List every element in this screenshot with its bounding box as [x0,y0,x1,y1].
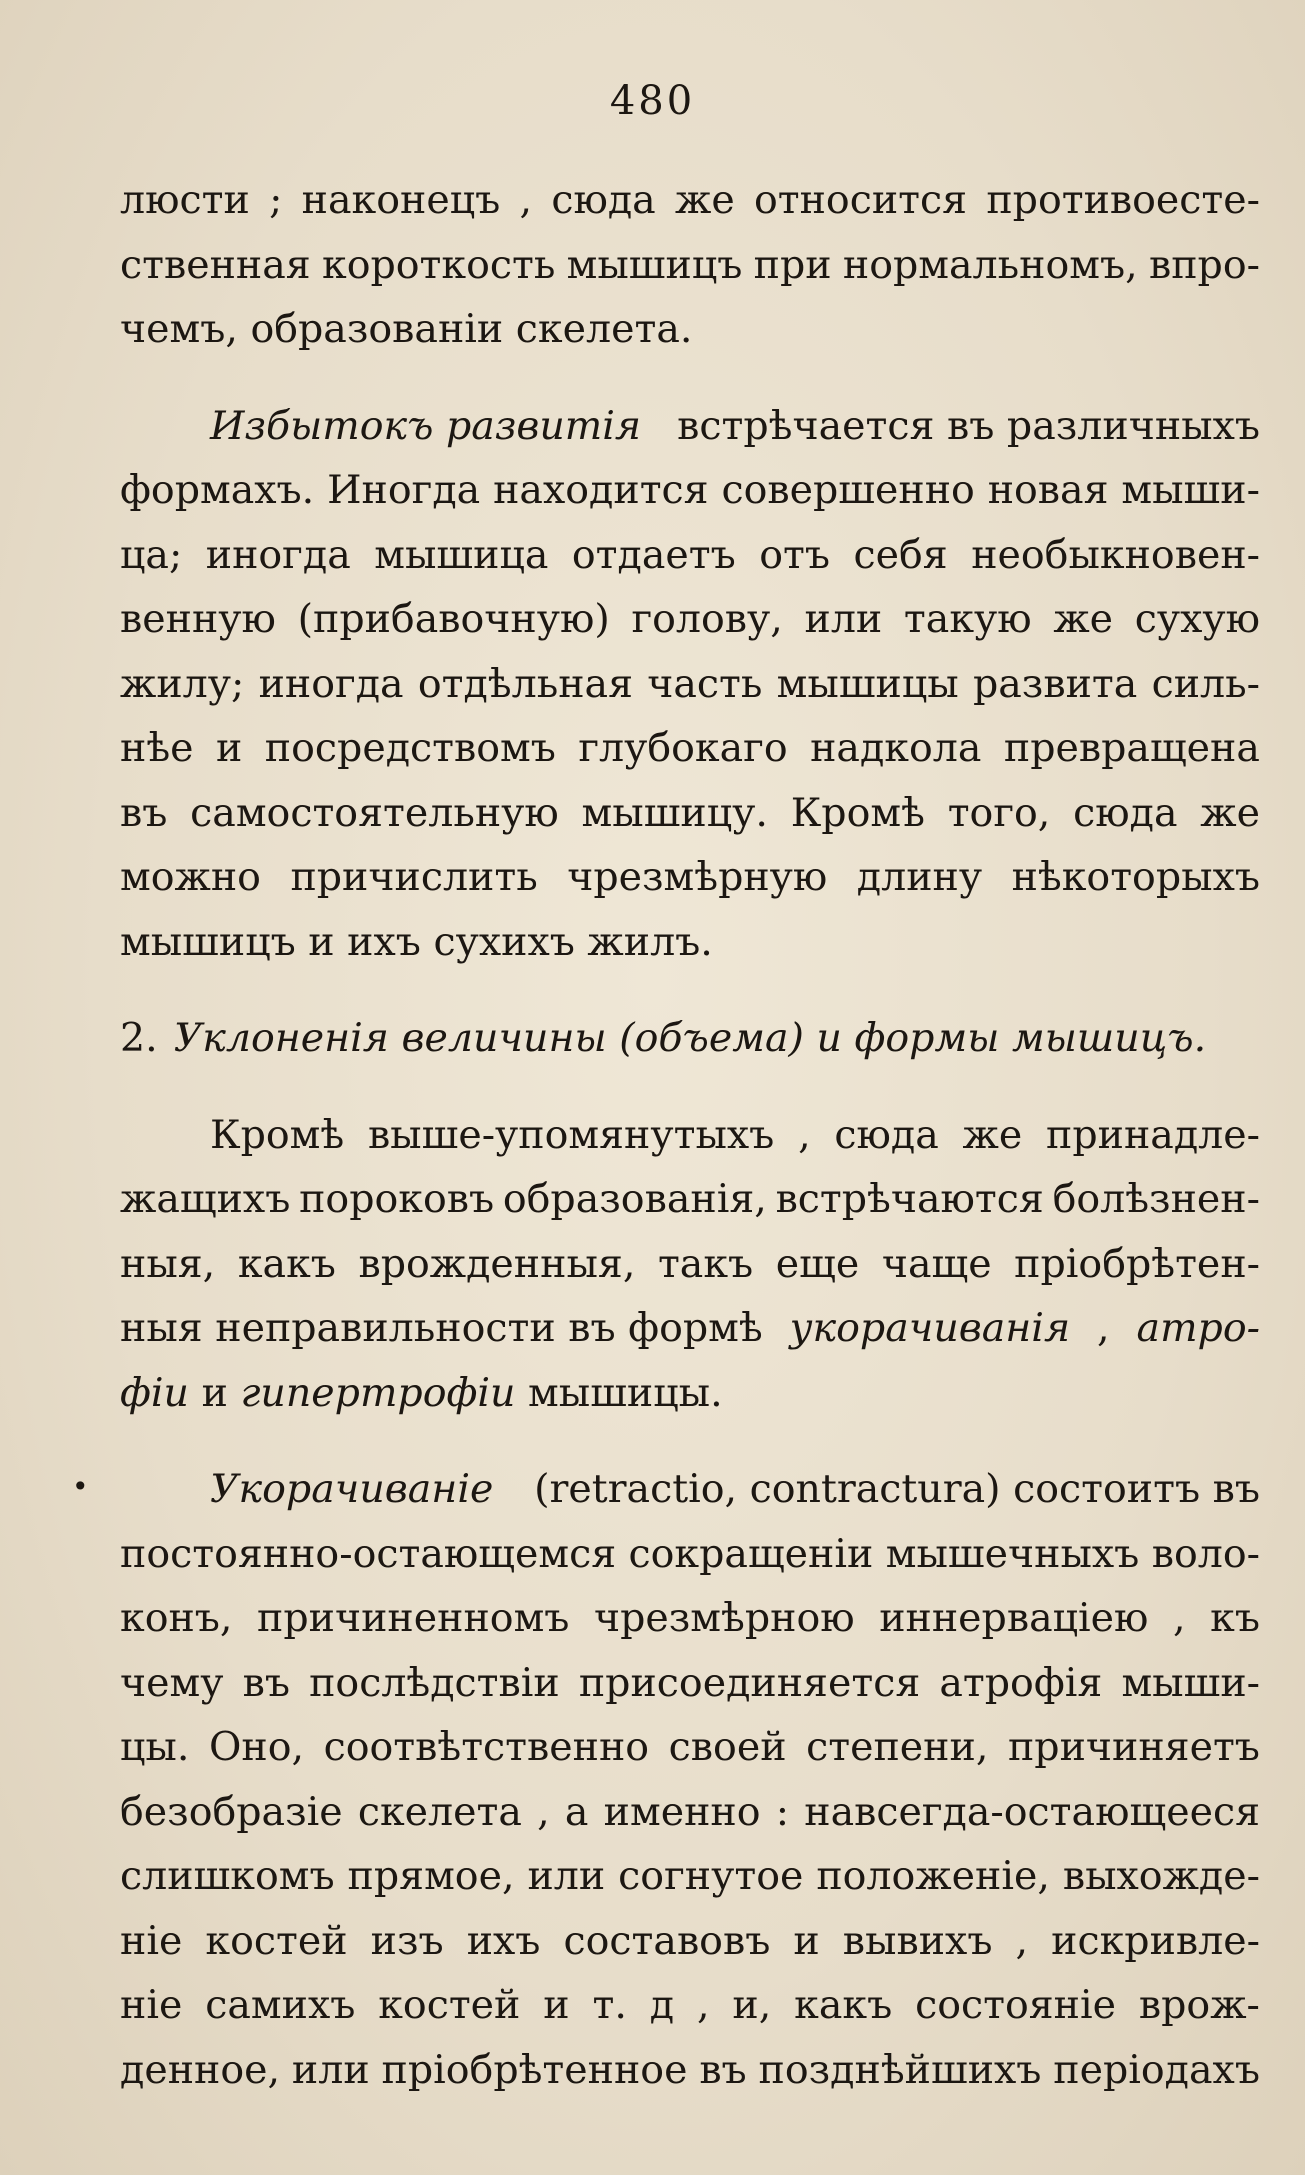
word: иногда [258,660,404,707]
word: и [216,725,243,771]
word: совершенно [721,467,975,513]
word: воло- [1151,1530,1260,1577]
word: встрѣчаются [775,1176,1044,1222]
word: костей [205,1917,348,1964]
word: того, [947,789,1051,836]
italic-term: атро- [1136,1305,1260,1351]
text-run: (retractio, contractura) состоитъ въ [534,1466,1260,1512]
text-line [120,1973,1260,2038]
word: ихъ [466,1917,541,1964]
text-line [120,1361,1260,1426]
section-number: 2. [120,1015,158,1061]
text-line [120,523,1260,588]
italic-term: укорачиванія [789,1305,1071,1351]
word: противоесте- [986,177,1260,223]
word: слишкомъ [120,1853,335,1899]
word: надкола [810,725,982,771]
word: костей [378,1982,521,2028]
word: а [564,1788,589,1835]
word: иногда [205,531,351,578]
text-run: ныя неправильности въ формѣ [120,1305,763,1351]
text-line [120,1651,1260,1716]
word: нѣе [120,725,194,771]
word: ; [269,177,283,223]
word: необыкновен- [971,531,1260,578]
word: ніе [120,1982,183,2028]
page-number: 480 [609,78,696,124]
word: Оно, [208,1724,305,1770]
word: мышица [374,531,549,578]
word: и, [732,1982,772,2028]
text-line [120,1232,1260,1297]
word: пороковъ [299,1176,495,1222]
word: сюда [834,1111,939,1158]
word: наконецъ [301,177,501,223]
word: чаще [881,1240,992,1287]
word: жащихъ [120,1176,291,1222]
word: причиняетъ [1007,1724,1260,1770]
word: присоединяется [578,1659,921,1706]
word: д [649,1982,675,2028]
word: соотвѣтственно [323,1724,650,1770]
word: , [696,1982,710,2028]
word: принадле- [1046,1111,1260,1158]
word: ственная [120,241,311,288]
word: развита [972,660,1138,707]
word: чему [120,1659,224,1706]
word: постоянно-остающемся [120,1530,617,1577]
italic-term: Избытокъ развитія [210,402,642,449]
word: такую [903,596,1032,642]
text-line [120,781,1260,846]
word: въ [242,1659,290,1706]
word: сюда [1073,789,1178,836]
word: можно [120,854,261,900]
italic-term: гипертрофіи [240,1369,516,1416]
word: мышицы [776,660,959,707]
word: въ [699,2046,747,2093]
word: превращена [1003,725,1260,771]
word: позднѣйшихъ [758,2046,1042,2093]
text-line [120,716,1260,781]
text-run: и [201,1369,228,1416]
italic-term: фіи [120,1369,189,1416]
text-line [120,1715,1260,1780]
word: ца; [120,531,183,578]
section-title: Уклоненія величины (объема) и формы мышицъ. [173,1015,1207,1061]
word: впро- [1148,241,1260,288]
word: пріобрѣтенное [381,2046,688,2093]
text-line [120,168,1260,233]
word: конъ, [120,1595,233,1641]
text-run: мышицы. [528,1369,723,1416]
text-line [120,652,1260,717]
word: какъ [237,1240,336,1287]
word: въ [120,789,168,836]
word: себя [853,531,948,578]
word: Кромѣ [210,1111,345,1158]
word: послѣдствіи [309,1659,560,1706]
text-line: чемъ, образованіи скелета. [120,306,693,352]
text-line [120,1909,1260,1974]
text-line [120,1522,1260,1587]
text-line [120,394,1260,459]
text-run: , [1097,1305,1110,1351]
word: выше-упомянутыхъ [367,1111,775,1158]
word: , [519,177,533,223]
word: врож- [1138,1982,1260,2028]
word: составовъ [563,1917,771,1964]
word: Иногда [327,467,481,513]
word: мышечныхъ [885,1530,1140,1577]
word: же [674,177,735,223]
word: и [543,1982,570,2028]
word: положеніе, [816,1853,1050,1899]
word: т. [592,1982,627,2028]
word: нормальномъ, [842,241,1138,288]
word: болѣзнен- [1052,1176,1260,1222]
word: причислить [290,854,538,900]
word: же [962,1111,1023,1158]
text-line [120,1103,1260,1168]
word: денное, [120,2046,281,2093]
word: , [537,1788,550,1835]
word: отдаетъ [571,531,736,578]
word: чрезмѣрную [567,854,828,900]
word: мышицъ [566,241,743,288]
word: при [753,241,832,288]
word: своей [668,1724,787,1770]
word: силь- [1151,660,1260,707]
word: голову, [631,596,783,642]
word: : [775,1788,790,1835]
margin-mark: • [72,1470,89,1503]
text-line [120,1296,1260,1361]
text-line [120,1844,1260,1909]
word: ніе [120,1917,183,1964]
word: сухую [1134,596,1260,642]
body-text [120,168,1260,2102]
word: мышицу. [581,789,768,836]
italic-term: Укорачиваніе [210,1466,494,1512]
word: посредствомъ [264,725,556,771]
word: къ [1210,1595,1260,1641]
word: жилу; [120,660,245,707]
word: согнутое [618,1853,804,1899]
word: выхожде- [1062,1853,1260,1899]
word: чрезмѣрною [593,1595,855,1641]
word: нѣкоторыхъ [1011,854,1260,900]
text-line [120,845,1260,910]
word: , [1173,1595,1186,1641]
text-line [120,587,1260,652]
word: мыши- [1121,467,1260,513]
word: Кромѣ [790,789,925,836]
word: иннерваціею [879,1595,1149,1641]
word: (прибавочную) [297,596,610,642]
word: находится [493,467,709,513]
word: новая [987,467,1109,513]
word: безобразіе [120,1788,343,1835]
word: длину [856,854,983,900]
word: изъ [370,1917,444,1964]
word: самостоятельную [190,789,559,836]
section-heading [120,1006,1260,1071]
word: люсти [120,177,250,223]
text-line [120,2038,1260,2103]
word: же [1053,596,1114,642]
word: состояніе [915,1982,1117,2028]
word: отъ [759,531,831,578]
text-line [120,233,1260,298]
text-line [120,1167,1260,1232]
word: еще [775,1240,860,1287]
word: или [291,2046,370,2093]
word: короткость [322,241,556,288]
word: причиненномъ [257,1595,570,1641]
word: венную [120,596,276,642]
word: часть [647,660,763,707]
word: глубокаго [578,725,788,771]
word: мыши- [1121,1659,1260,1706]
word: скелета [357,1788,522,1835]
text-line [120,1457,1260,1522]
word: искривле- [1051,1917,1260,1964]
word: , [1015,1917,1029,1964]
word: отдѣльная [417,660,633,707]
word: степени, [806,1724,989,1770]
word: такъ [657,1240,754,1287]
word: образованія, [502,1176,767,1222]
word: атрофія [939,1659,1103,1706]
text-line: мышицъ и ихъ сухихъ жилъ. [120,918,713,965]
word: или [527,1853,606,1899]
word: же [1200,789,1260,836]
text-line [120,458,1260,523]
word: , [798,1111,811,1158]
text-line [120,1780,1260,1845]
word: относится [753,177,968,223]
word: и [793,1917,820,1964]
word: періодахъ [1053,2046,1260,2093]
word: формахъ. [120,467,315,513]
text-line [120,1586,1260,1651]
word: навсегда-остающееся [804,1788,1260,1835]
text-run: встрѣчается въ различныхъ [677,402,1260,449]
word: сюда [551,177,656,223]
word: какъ [794,1982,893,2028]
word: врожденныя, [358,1240,636,1287]
word: сокращеніи [628,1530,874,1577]
word: вывихъ [842,1917,993,1964]
word: или [804,596,883,642]
word: цы. [120,1724,190,1770]
word: прямое, [347,1853,515,1899]
word: именно [603,1788,761,1835]
word: ныя, [120,1240,216,1287]
word: самихъ [205,1982,356,2028]
word: пріобрѣтен- [1014,1240,1260,1287]
